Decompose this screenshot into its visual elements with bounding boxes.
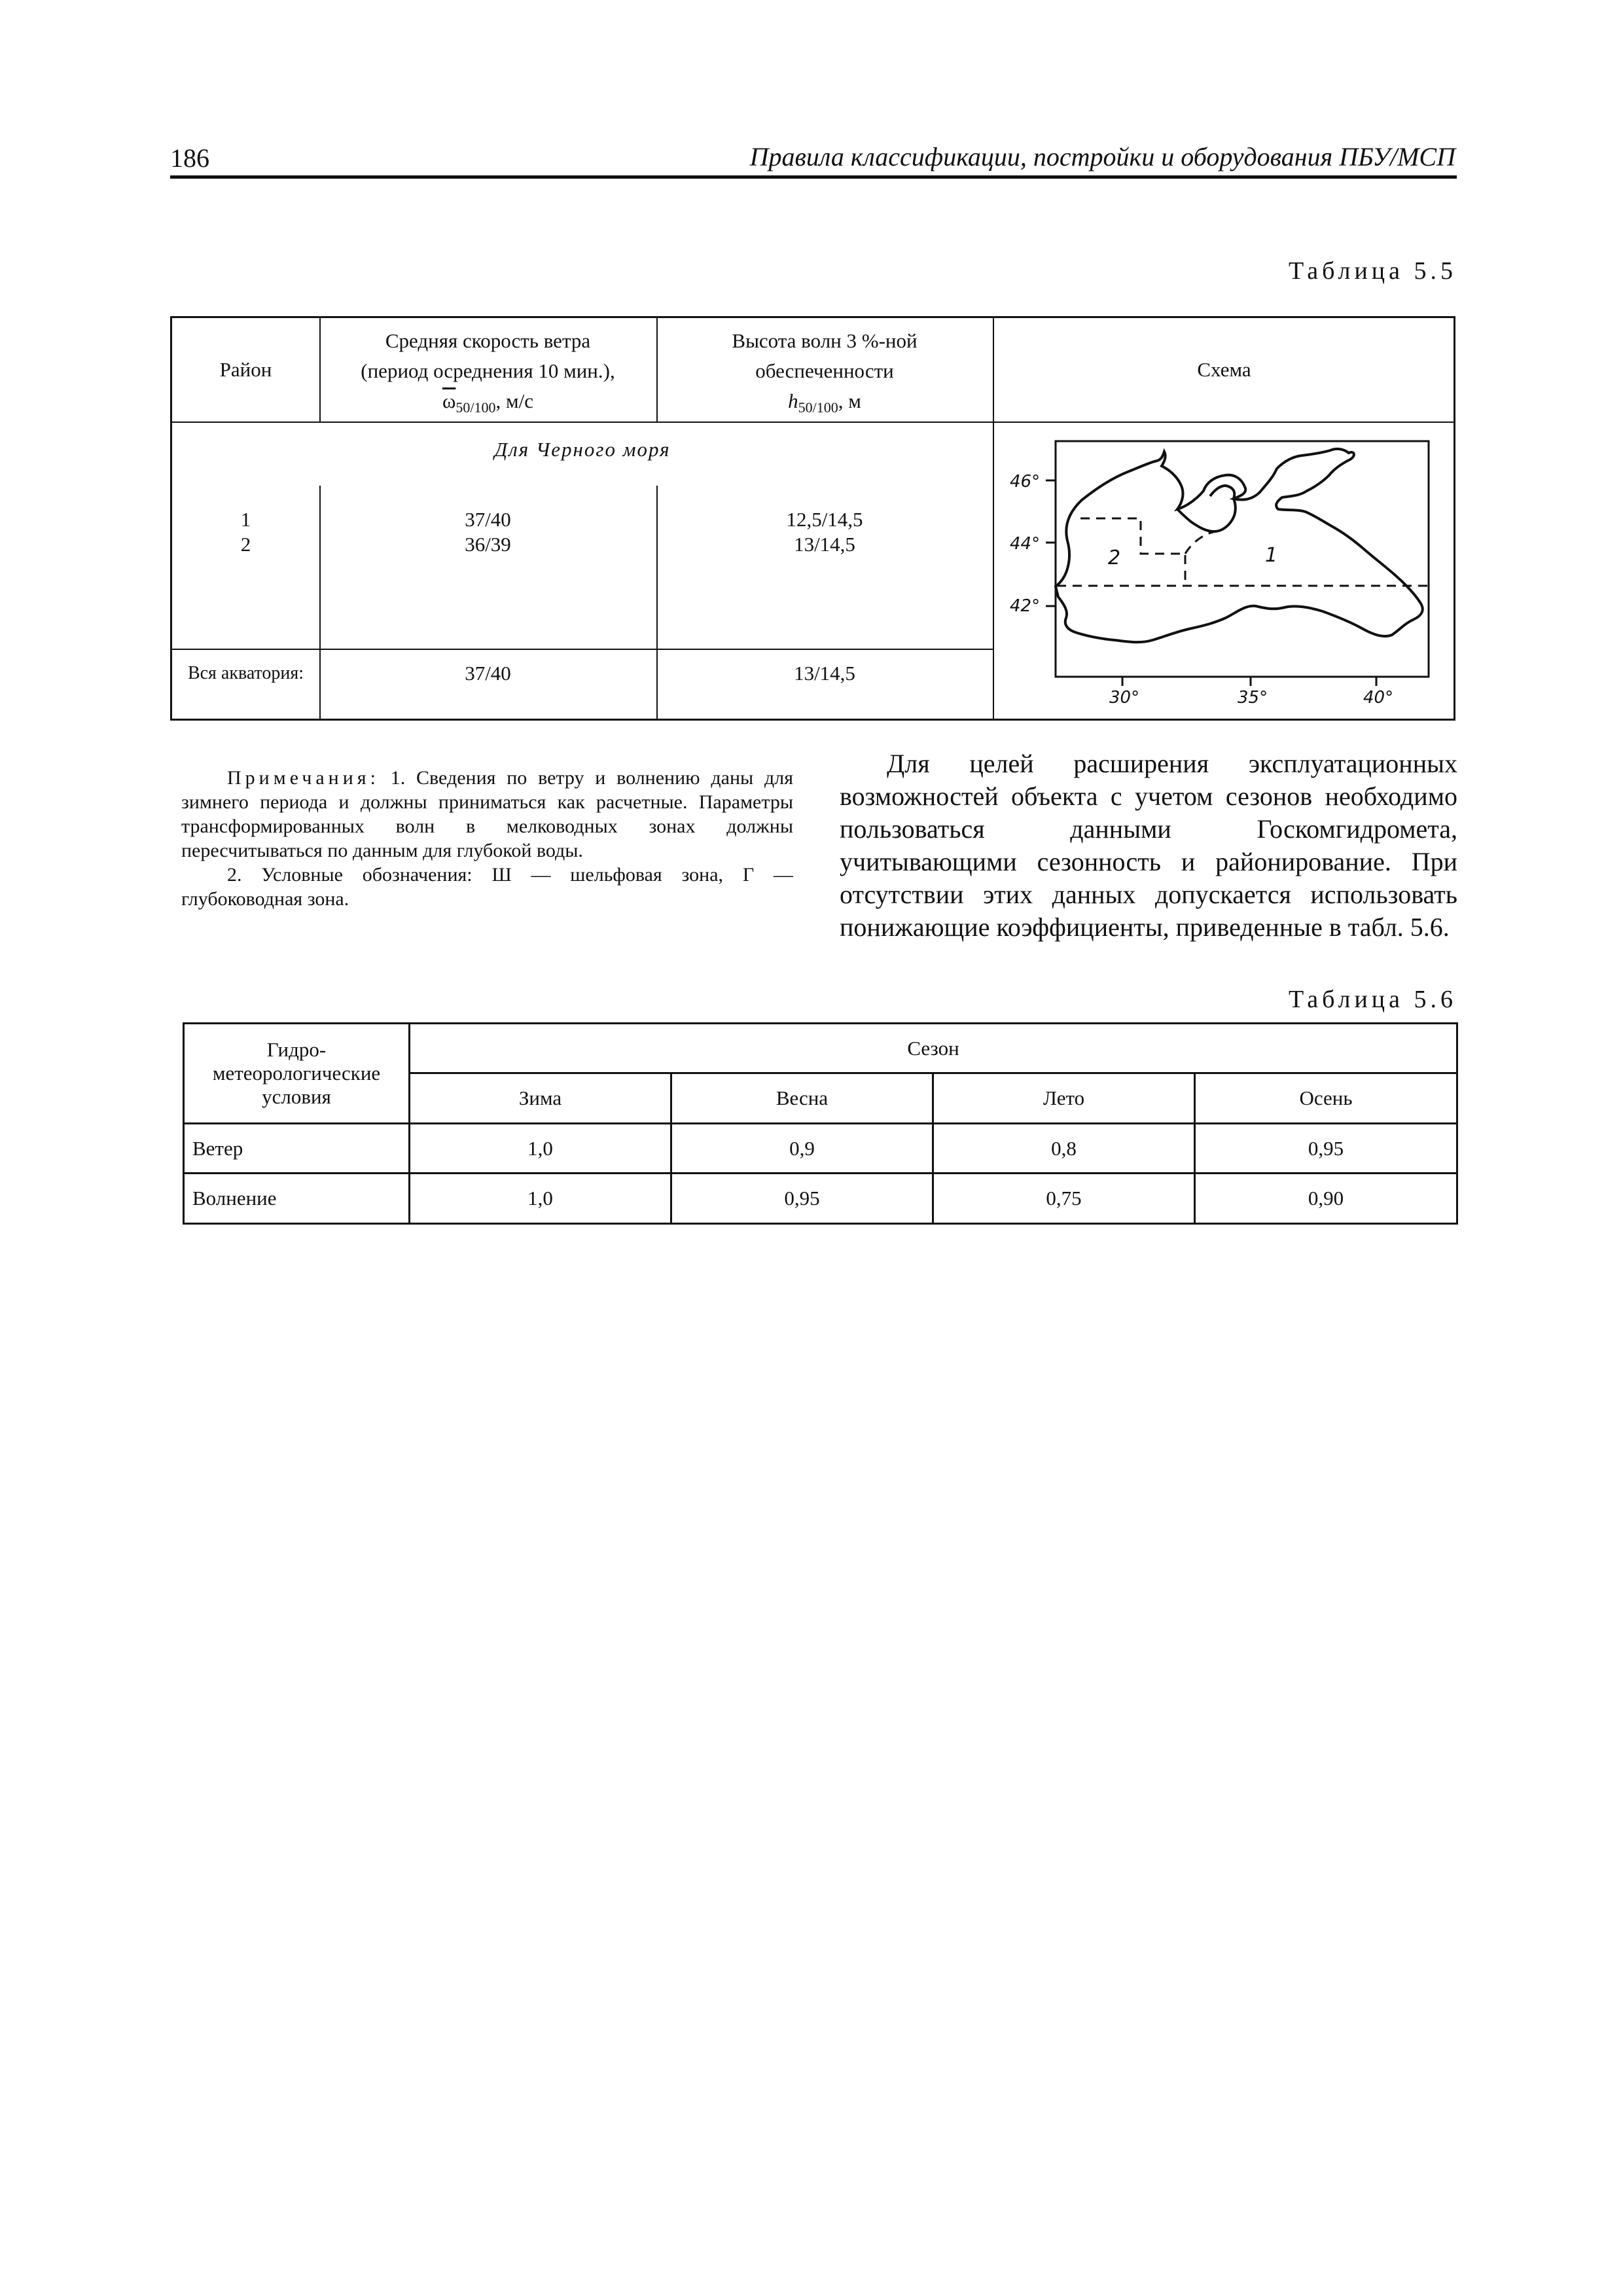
season-header: Весна <box>671 1073 933 1124</box>
season-header: Зима <box>410 1073 671 1124</box>
note-1-text: 1. Сведения по ветру и волнению даны для зимнего периода и должны приниматься как расчетные. Параметры трансформированных волн в мелководных зонах должны пересчитываться по данным для глубокой воды. <box>181 767 794 861</box>
header-wave-line3 <box>656 386 993 423</box>
notes-title: Примечания: <box>227 767 380 789</box>
table-5-6-caption: Таблица 5.6 <box>1288 986 1457 1013</box>
coefficient-cell: 1,0 <box>410 1124 671 1174</box>
header-conditions: Гидро- метеорологические условия <box>184 1024 410 1124</box>
district-cell: 1 <box>240 508 251 531</box>
coefficient-cell: 0,9 <box>671 1124 933 1174</box>
wave-unit: , м <box>838 389 861 412</box>
header-wind-line3 <box>319 386 656 423</box>
coefficient-cell: 1,0 <box>410 1174 671 1224</box>
table-5-5-total-rule <box>172 649 993 650</box>
map-lon-label: 40° <box>1363 688 1394 708</box>
coefficient-cell: 0,90 <box>1195 1174 1457 1224</box>
wind-unit: , м/с <box>495 389 534 412</box>
wind-cell: 36/39 <box>465 533 511 556</box>
header-wave <box>656 326 993 423</box>
map-lat-label: 42° <box>1010 596 1041 616</box>
note-2: 2. Условные обозначения: Ш — шельфовая зона, Г — глубоководная зона. <box>181 864 793 910</box>
wave-cell: 12,5/14,5 <box>786 508 863 531</box>
running-title: Правила классификации, постройки и оборудования ПБУ/МСП <box>749 142 1455 171</box>
map-lat-label: 44° <box>1010 534 1041 554</box>
wind-cell: 37/40 <box>465 508 511 531</box>
body-paragraph-text: Для целей расширения эксплуатационных возможностей объекта с учетом сезонов необходимо пользоваться данными Госкомгидромета, учитывающими сезонность и районирование. При отсутствии этих данных допускается использовать понижающие коэффициенты, приведенные в табл. 5.6. <box>840 749 1457 942</box>
page-number: 186 <box>170 143 209 173</box>
season-header: Осень <box>1195 1073 1457 1124</box>
body-paragraph <box>840 747 1457 944</box>
table-5-5 <box>170 316 1455 721</box>
coastline <box>1056 449 1423 642</box>
total-district-cell: Вся акватория: <box>187 663 304 683</box>
total-wave-cell: 13/14,5 <box>794 662 855 685</box>
header-wave-line2: обеспеченности <box>755 359 894 382</box>
map-lat-label: 46° <box>1010 472 1041 492</box>
coefficient-cell: 0,95 <box>671 1174 933 1224</box>
map-lon-label: 30° <box>1109 688 1140 708</box>
header-wind <box>319 326 656 423</box>
header-wind-line1: Средняя скорость ветра <box>385 329 591 352</box>
table-row <box>184 1174 1457 1224</box>
table-5-5-caption: Таблица 5.5 <box>1288 257 1457 285</box>
row-label: Волнение <box>184 1174 410 1224</box>
header-wind-line2: (период осреднения 10 мин.), <box>361 359 615 382</box>
zone-border <box>1185 531 1217 554</box>
wave-symbol: h <box>788 389 798 412</box>
header-season: Сезон <box>410 1024 1457 1073</box>
table-5-6 <box>183 1022 1458 1225</box>
header-district: Район <box>219 358 272 381</box>
zone-label: 1 <box>1265 544 1278 567</box>
map-lon-label: 35° <box>1238 688 1268 708</box>
header-rule <box>170 175 1457 179</box>
season-header: Лето <box>933 1073 1195 1124</box>
total-wind-cell: 37/40 <box>465 662 511 685</box>
wind-symbol: $\overline{\omega}$ <box>442 389 456 412</box>
header-scheme: Схема <box>1197 358 1251 381</box>
azov-coast <box>1177 486 1236 531</box>
zone-border <box>1080 518 1185 586</box>
note-1 <box>181 766 793 863</box>
district-cell: 2 <box>240 533 251 556</box>
header-wave-line1: Высота волн 3 %-ной <box>732 329 918 352</box>
table-row <box>184 1124 1457 1174</box>
coefficient-cell: 0,75 <box>933 1174 1195 1224</box>
wave-cell: 13/14,5 <box>794 533 855 556</box>
coefficient-cell: 0,95 <box>1195 1124 1457 1174</box>
coefficient-cell: 0,8 <box>933 1124 1195 1174</box>
wave-subscript: 50/100 <box>798 399 838 416</box>
black-sea-map <box>1010 436 1442 717</box>
zone-label: 2 <box>1108 547 1121 569</box>
table-notes <box>181 766 793 911</box>
row-label: Ветер <box>184 1124 410 1174</box>
sea-label: Для Черного моря <box>494 438 671 461</box>
wind-subscript: 50/100 <box>455 399 496 416</box>
